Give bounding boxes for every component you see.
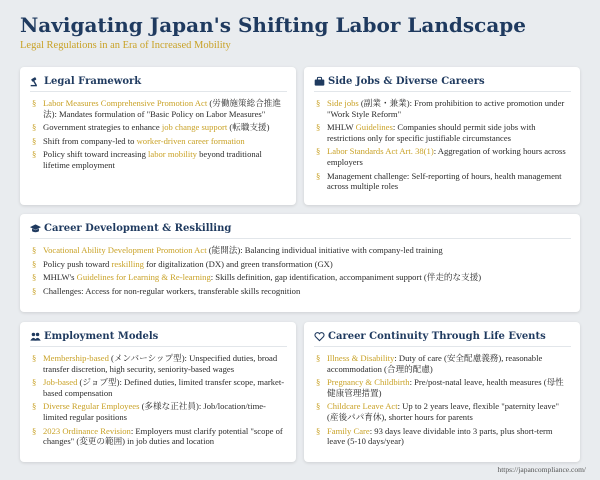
item-text: : Up to 2 years leave, flexible "paternity leave" (産後パパ育休), shorter hours for parents xyxy=(327,401,560,422)
highlight-term: Childcare Leave Act xyxy=(327,401,398,412)
highlight-term: reskilling xyxy=(111,258,144,269)
list-item xyxy=(314,146,571,167)
side-jobs-title: Side Jobs & Diverse Careers xyxy=(328,76,485,87)
item-text: (副業・兼業): From prohibition to active promotion under "Work Style Reform" xyxy=(327,98,565,119)
item-text: Challenges: Access for non-regular workers, transferable skills recognition xyxy=(43,285,301,296)
list-item xyxy=(30,122,287,133)
list-item xyxy=(30,245,571,256)
highlight-term: Side jobs xyxy=(327,98,359,108)
section-bullet-icon: § xyxy=(316,146,321,157)
item-text: (能開法): Balancing individual initiative with company-led training xyxy=(206,245,443,255)
item-text: : Employers must clarify potential "scope of changes" (変更の範囲) in job duties and location xyxy=(43,425,283,447)
item-text: (メンバーシップ型): Unspecified duties, broad transfer discretion, high security, seniority-based wages xyxy=(43,353,278,374)
heart-icon xyxy=(314,331,325,342)
item-text: : Skills definition, gap identification, accompaniment support (伴走的な支援) xyxy=(210,272,482,283)
highlight-term: Vocational Ability Development Promotion Act xyxy=(43,245,207,255)
highlight-term: 2023 Ordinance Revision xyxy=(43,425,131,436)
item-text: Policy push toward xyxy=(43,258,112,269)
item-text: : Companies should permit side jobs with restrictions only for specific justifiable circumstances xyxy=(327,122,536,143)
list-item xyxy=(30,98,287,119)
career-continuity-title: Career Continuity Through Life Events xyxy=(328,331,546,342)
section-bullet-icon: § xyxy=(32,149,37,160)
side-jobs-list xyxy=(314,98,571,192)
career-development-list xyxy=(30,245,571,296)
item-text: Government strategies to enhance xyxy=(43,122,162,133)
list-item xyxy=(30,401,287,422)
list-item xyxy=(30,353,287,374)
section-bullet-icon: § xyxy=(32,401,37,412)
briefcase-icon xyxy=(314,76,325,87)
graduation-cap-icon xyxy=(30,223,41,234)
item-text: : 93 days leave dividable into 3 parts, plus short-term leave (5-10 days/year) xyxy=(327,425,553,447)
employment-models-heading xyxy=(30,331,287,347)
list-item xyxy=(314,171,571,192)
page-title: Navigating Japan's Shifting Labor Landscape xyxy=(20,13,526,37)
list-item xyxy=(30,426,287,447)
section-bullet-icon: § xyxy=(32,285,37,296)
users-icon xyxy=(30,331,41,342)
section-bullet-icon: § xyxy=(32,98,37,108)
career-development-title: Career Development & Reskilling xyxy=(44,223,232,234)
side-jobs-heading xyxy=(314,76,571,92)
page-subtitle: Legal Regulations in an Era of Increased Mobility xyxy=(20,40,231,51)
section-bullet-icon: § xyxy=(316,122,321,133)
section-bullet-icon: § xyxy=(32,272,37,283)
section-bullet-icon: § xyxy=(316,353,321,363)
section-bullet-icon: § xyxy=(32,353,37,363)
legal-framework-list xyxy=(30,98,287,171)
item-text: (多様な正社員): Job/location/time-limited regular positions xyxy=(43,401,266,422)
source-url: https://japancompliance.com/ xyxy=(497,465,586,474)
item-text: Management challenge: Self-reporting of hours, health management across multiple roles xyxy=(327,170,562,192)
list-item xyxy=(314,353,571,374)
item-text: (転職支援) xyxy=(227,122,270,133)
item-text: Policy shift toward increasing xyxy=(43,149,149,160)
legal-framework-card xyxy=(20,67,296,205)
item-text: MHLW's xyxy=(43,272,77,283)
legal-framework-heading xyxy=(30,76,287,92)
section-bullet-icon: § xyxy=(32,377,37,388)
highlight-term: Diverse Regular Employees xyxy=(43,401,140,412)
side-jobs-card xyxy=(304,67,580,205)
list-item xyxy=(30,149,287,170)
list-item xyxy=(30,286,571,297)
list-item xyxy=(30,377,287,398)
section-bullet-icon: § xyxy=(32,122,37,133)
section-bullet-icon: § xyxy=(32,425,37,436)
list-item xyxy=(314,401,571,422)
section-bullet-icon: § xyxy=(316,425,321,436)
highlight-term: Labor Measures Comprehensive Promotion Act xyxy=(43,98,208,108)
list-item xyxy=(314,122,571,143)
list-item xyxy=(314,98,571,119)
section-bullet-icon: § xyxy=(32,135,37,146)
career-development-card xyxy=(20,214,580,312)
employment-models-card xyxy=(20,322,296,462)
highlight-term: Guidelines xyxy=(355,122,393,133)
highlight-term: job change support xyxy=(161,122,228,133)
list-item xyxy=(314,426,571,447)
highlight-term: Labor Standards Act Art. 38(1) xyxy=(327,146,434,157)
legal-framework-title: Legal Framework xyxy=(44,76,142,87)
item-text: (ジョブ型): Defined duties, limited transfer scope, market-based compensation xyxy=(43,377,285,398)
list-item xyxy=(30,259,571,270)
employment-models-title: Employment Models xyxy=(44,331,159,342)
section-bullet-icon: § xyxy=(316,170,321,181)
highlight-term: Illness & Disability xyxy=(327,353,395,363)
list-item xyxy=(30,136,287,147)
highlight-term: Pregnancy & Childbirth xyxy=(327,377,410,388)
item-text: Shift from company-led to xyxy=(43,135,137,146)
highlight-term: worker-driven career formation xyxy=(136,135,245,146)
item-text: (労働施策総合推進法): Mandates formulation of "Basic Policy on Labor Measures" xyxy=(43,98,281,119)
section-bullet-icon: § xyxy=(316,377,321,388)
highlight-term: labor mobility xyxy=(148,149,197,160)
item-text: for digitalization (DX) and green transformation (GX) xyxy=(143,258,333,269)
item-text: MHLW xyxy=(327,122,356,133)
highlight-term: Family Care xyxy=(327,425,370,436)
highlight-term: Job-based xyxy=(43,377,78,388)
list-item xyxy=(30,272,571,283)
gavel-icon xyxy=(30,76,41,87)
career-continuity-card xyxy=(304,322,580,462)
highlight-term: Guidelines for Learning & Re-learning xyxy=(76,272,211,283)
page-header xyxy=(20,12,580,51)
item-text: : Duty of care (安全配慮義務), reasonable accommodation (合理的配慮) xyxy=(327,353,543,374)
section-bullet-icon: § xyxy=(32,245,37,255)
section-bullet-icon: § xyxy=(32,258,37,269)
item-text: : Pre/post-natal leave, health measures (母性健康管理措置) xyxy=(327,377,564,398)
item-text: beyond traditional lifetime employment xyxy=(43,149,262,170)
list-item xyxy=(314,377,571,398)
employment-models-list xyxy=(30,353,287,447)
career-development-heading xyxy=(30,223,571,239)
career-continuity-heading xyxy=(314,331,571,347)
section-bullet-icon: § xyxy=(316,98,321,108)
highlight-term: Membership-based xyxy=(43,353,109,363)
item-text: : Aggregation of working hours across employers xyxy=(327,146,566,167)
career-continuity-list xyxy=(314,353,571,447)
section-bullet-icon: § xyxy=(316,401,321,412)
